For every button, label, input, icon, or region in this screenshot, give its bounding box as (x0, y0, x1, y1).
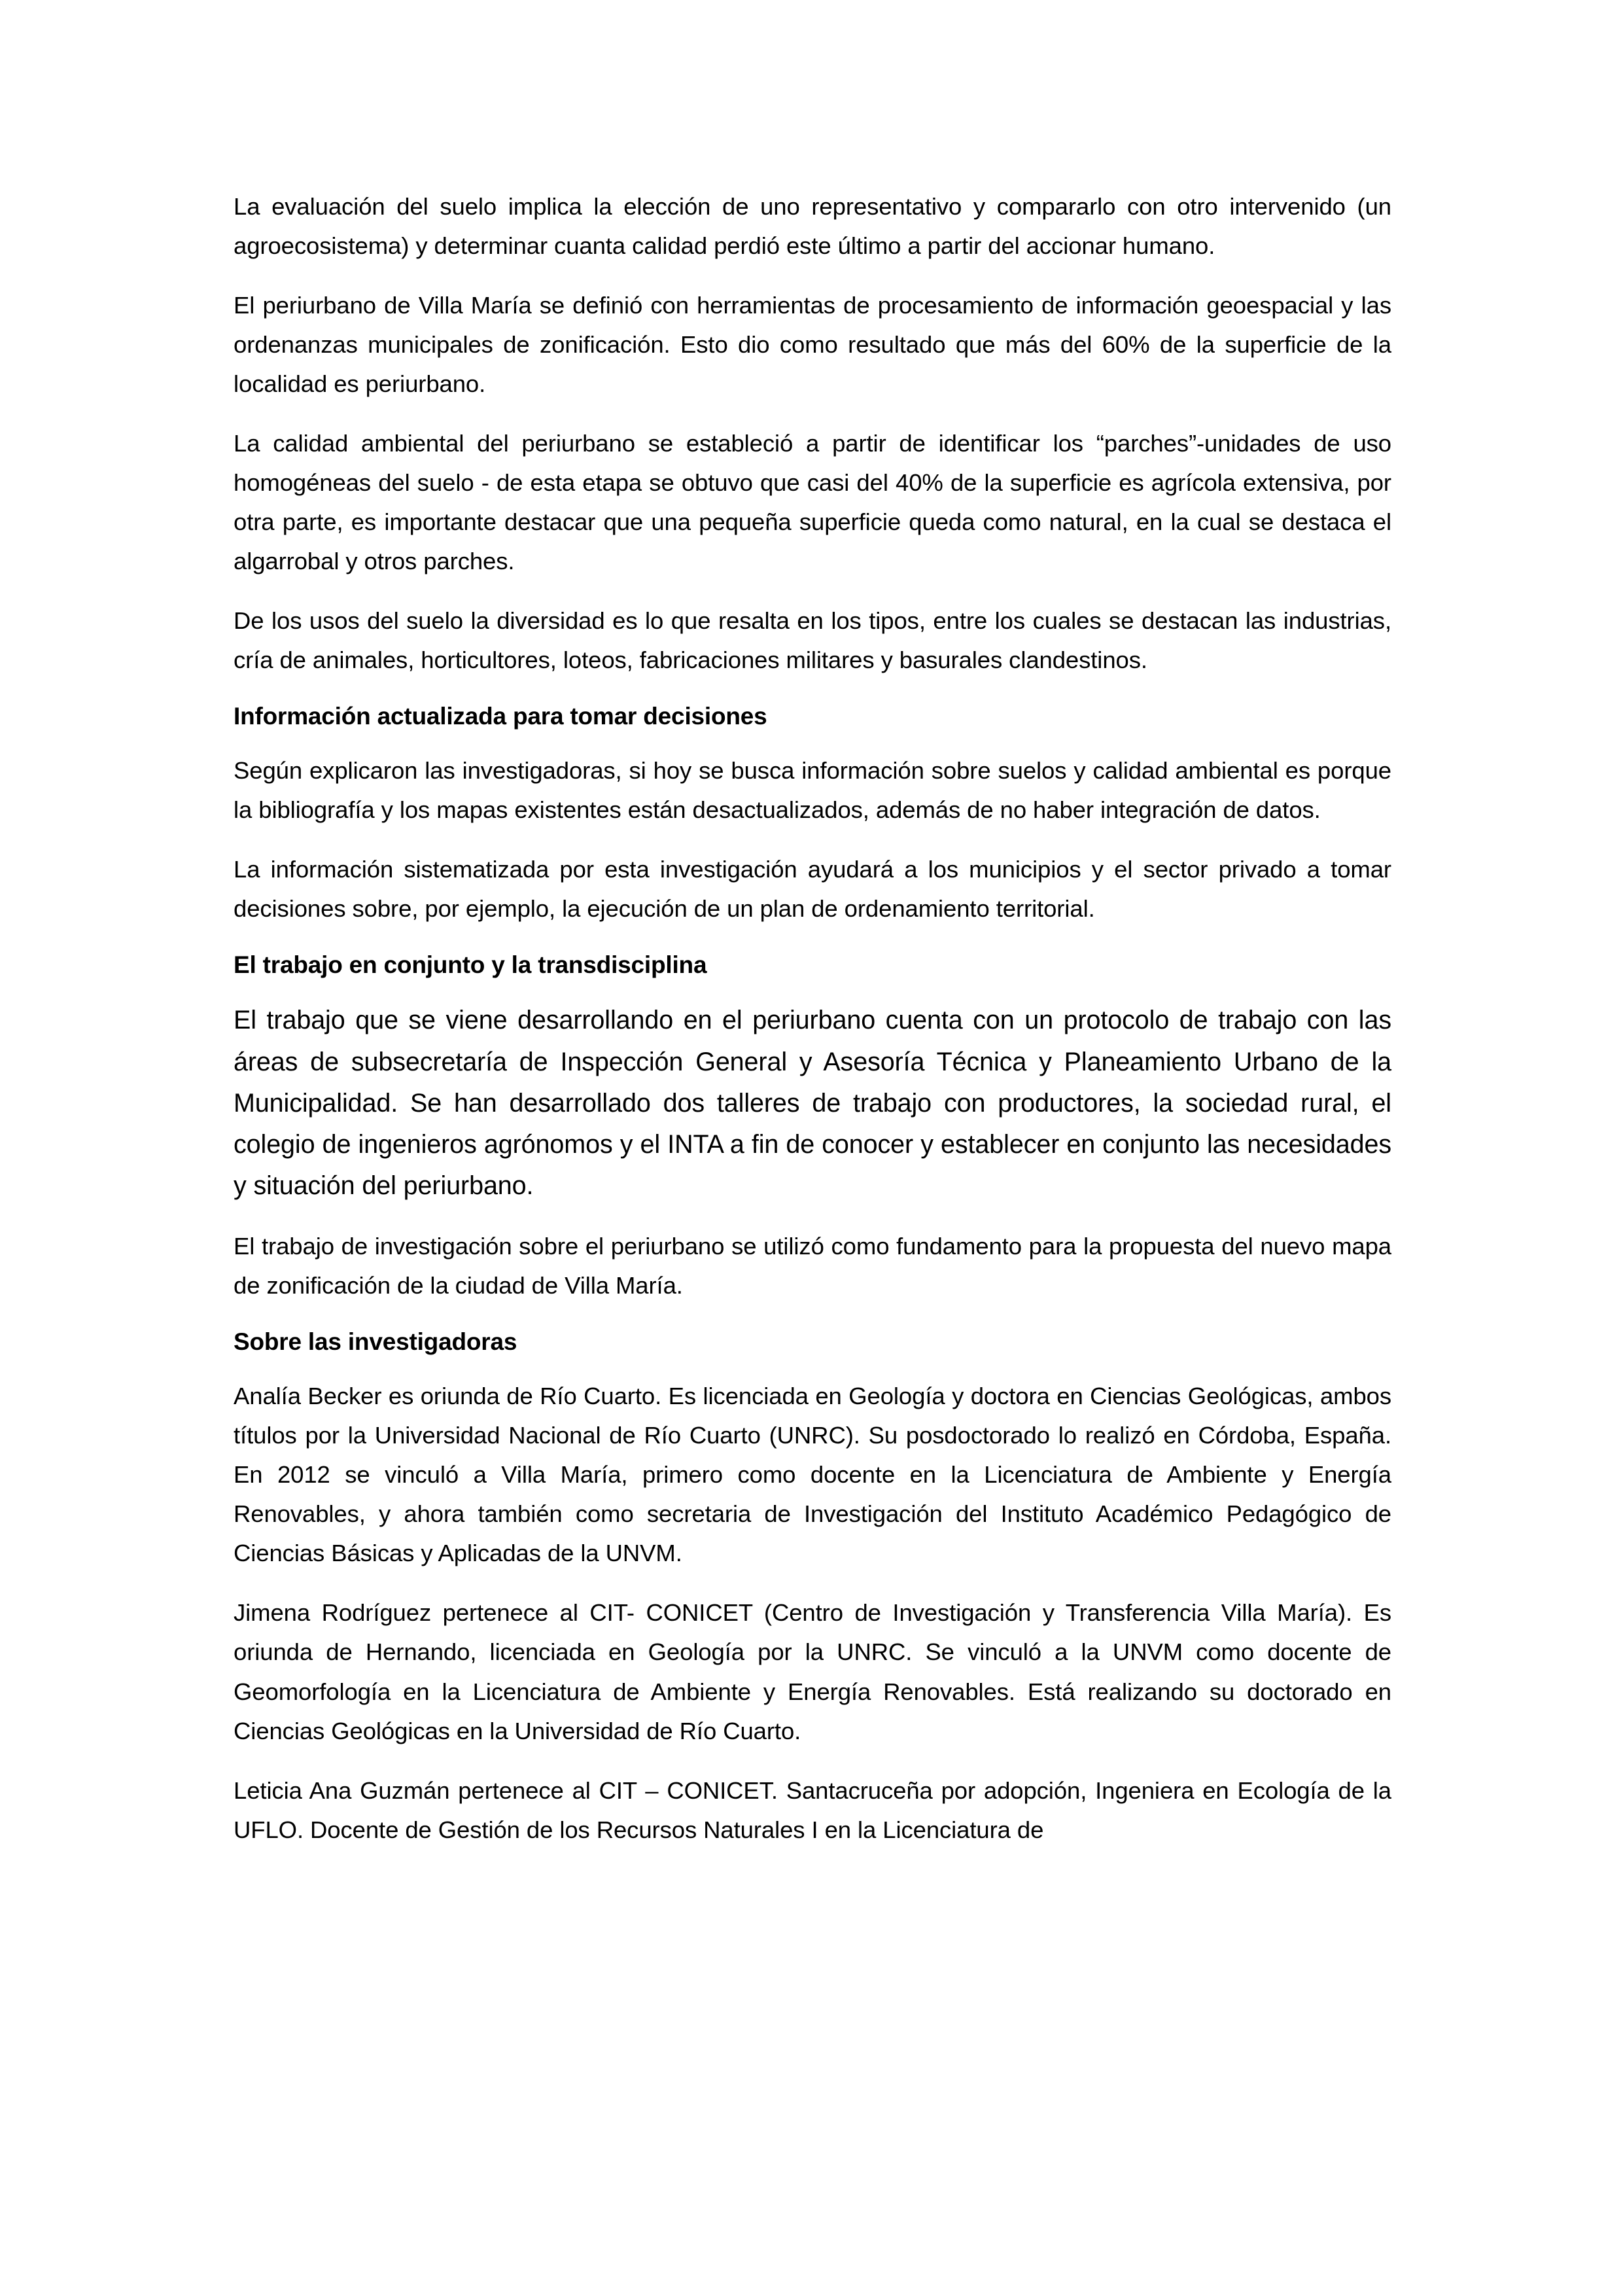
paragraph-leticia-ana-guzman-bio: Leticia Ana Guzmán pertenece al CIT – CONICET. Santacruceña por adopción, Ingeniera en Ecología de la UFLO. Docente de Gestión de los Recursos Naturales I en la Licenciatura de (234, 1776, 1391, 1843)
heading-informacion-actualizada: Información actualizada para tomar decisiones (234, 703, 767, 730)
paragraph-protocolo-de-trabajo: El trabajo que se viene desarrollando en el periurbano cuenta con un protocolo de trabajo con las áreas de subsecretaría de Inspección General y Asesoría Técnica y Planeamiento Urbano de la Municipalidad. Se han desarrollado dos talleres de trabajo con productores, la sociedad rural, el colegio de ingenieros agrónomos y el INTA a fin de conocer y establecer en conjunto las necesidades y situación del periurbano. (234, 1006, 1391, 1201)
heading-sobre-las-investigadoras: Sobre las investigadoras (234, 1328, 517, 1356)
paragraph-usos-del-suelo-diversidad: De los usos del suelo la diversidad es lo que resalta en los tipos, entre los cuales se destacan las industrias, cría de animales, horticultores, loteos, fabricaciones militares y basurales clandestinos. (234, 607, 1391, 674)
paragraph-segun-explicaron-investigadoras: Según explicaron las investigadoras, si hoy se busca información sobre suelos y calidad ambiental es porque la bibliografía y los mapas existentes están desactualizados, además de no haber integración de datos. (234, 757, 1391, 824)
paragraph-fundamento-mapa-zonificacion: El trabajo de investigación sobre el periurbano se utilizó como fundamento para la propuesta del nuevo mapa de zonificación de la ciudad de Villa María. (234, 1233, 1391, 1299)
paragraph-informacion-sistematizada: La información sistematizada por esta investigación ayudará a los municipios y el sector privado a tomar decisiones sobre, por ejemplo, la ejecución de un plan de ordenamiento territorial. (234, 856, 1391, 923)
paragraph-jimena-rodriguez-bio: Jimena Rodríguez pertenece al CIT- CONICET (Centro de Investigación y Transferencia Villa María). Es oriunda de Hernando, licenciada en Geología por la UNRC. Se vinculó a la UNVM como docente de Geomorfología en la Licenciatura de Ambiente y Energía Renovables. Está realizando su doctorado en Ciencias Geológicas en la Universidad de Río Cuarto. (234, 1599, 1391, 1744)
heading-trabajo-conjunto-transdisciplina: El trabajo en conjunto y la transdisciplina (234, 951, 707, 979)
paragraph-calidad-ambiental-parches: La calidad ambiental del periurbano se estableció a partir de identificar los “parches”-unidades de uso homogéneas del suelo - de esta etapa se obtuvo que casi del 40% de la superficie es agrícola extensiva, por otra parte, es importante destacar que una pequeña superficie queda como natural, en la cual se destaca el algarrobal y otros parches. (234, 430, 1391, 575)
paragraph-periurbano-villa-maria: El periurbano de Villa María se definió con herramientas de procesamiento de información geoespacial y las ordenanzas municipales de zonificación. Esto dio como resultado que más del 60% de la superficie de la localidad es periurbano. (234, 292, 1391, 398)
paragraph-evaluacion-suelo: La evaluación del suelo implica la elección de uno representativo y compararlo con otro intervenido (un agroecosistema) y determinar cuanta calidad perdió este último a partir del accionar humano. (234, 193, 1391, 260)
paragraph-analia-becker-bio: Analía Becker es oriunda de Río Cuarto. Es licenciada en Geología y doctora en Ciencias Geológicas, ambos títulos por la Universidad Nacional de Río Cuarto (UNRC). Su posdoctorado lo realizó en Córdoba, España. En 2012 se vinculó a Villa María, primero como docente en la Licenciatura de Ambiente y Energía Renovables, y ahora también como secretaria de Investigación del Instituto Académico Pedagógico de Ciencias Básicas y Aplicadas de la UNVM. (234, 1383, 1391, 1567)
document-text-column (234, 187, 1391, 1850)
